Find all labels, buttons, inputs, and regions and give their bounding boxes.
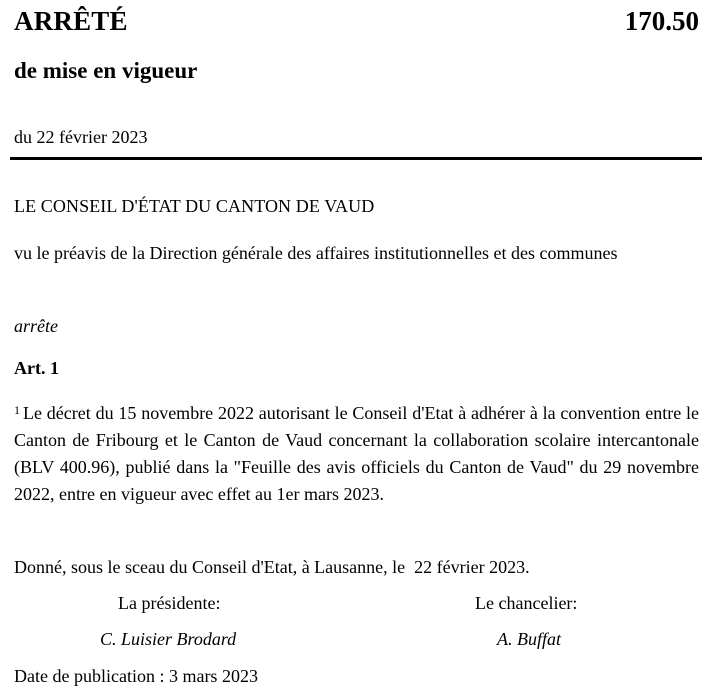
president-name: C. Luisier Brodard (100, 629, 237, 649)
article-paragraph (14, 400, 699, 508)
paragraph-number: 1 (14, 403, 20, 417)
issuing-authority: LE CONSEIL D'ÉTAT DU CANTON DE VAUD (14, 196, 375, 216)
header-divider (10, 157, 702, 160)
chancellor-name: A. Buffat (497, 629, 561, 649)
article-text: Le décret du 15 novembre 2022 autorisant le Conseil d'Etat à adhérer à la convention entre le Canton de Fribourg et le Canton de Vaud concernant la collaboration scolaire intercantonale (BLV 400.96), publié dans la "Feuille des avis officiels du Canton de Vaud" du 29 novembre 2022, entre en vigueur avec effet au 1er mars 2023. (14, 403, 699, 504)
preavis-text: vu le préavis de la Direction générale des affaires institutionnelles et des communes (14, 243, 618, 263)
document-number: 170.50 (624, 6, 699, 36)
article-heading: Art. 1 (14, 358, 59, 378)
document-title: ARRÊTÉ (14, 6, 128, 36)
document-date: du 22 février 2023 (14, 127, 148, 147)
given-statement: Donné, sous le sceau du Conseil d'Etat, à Lausanne, le 22 février 2023. (14, 557, 530, 577)
president-label: La présidente: (118, 593, 221, 613)
document-subtitle: de mise en vigueur (14, 58, 198, 83)
chancellor-label: Le chancelier: (475, 593, 578, 613)
publication-date: Date de publication : 3 mars 2023 (14, 666, 258, 686)
arrete-label: arrête (14, 316, 58, 336)
